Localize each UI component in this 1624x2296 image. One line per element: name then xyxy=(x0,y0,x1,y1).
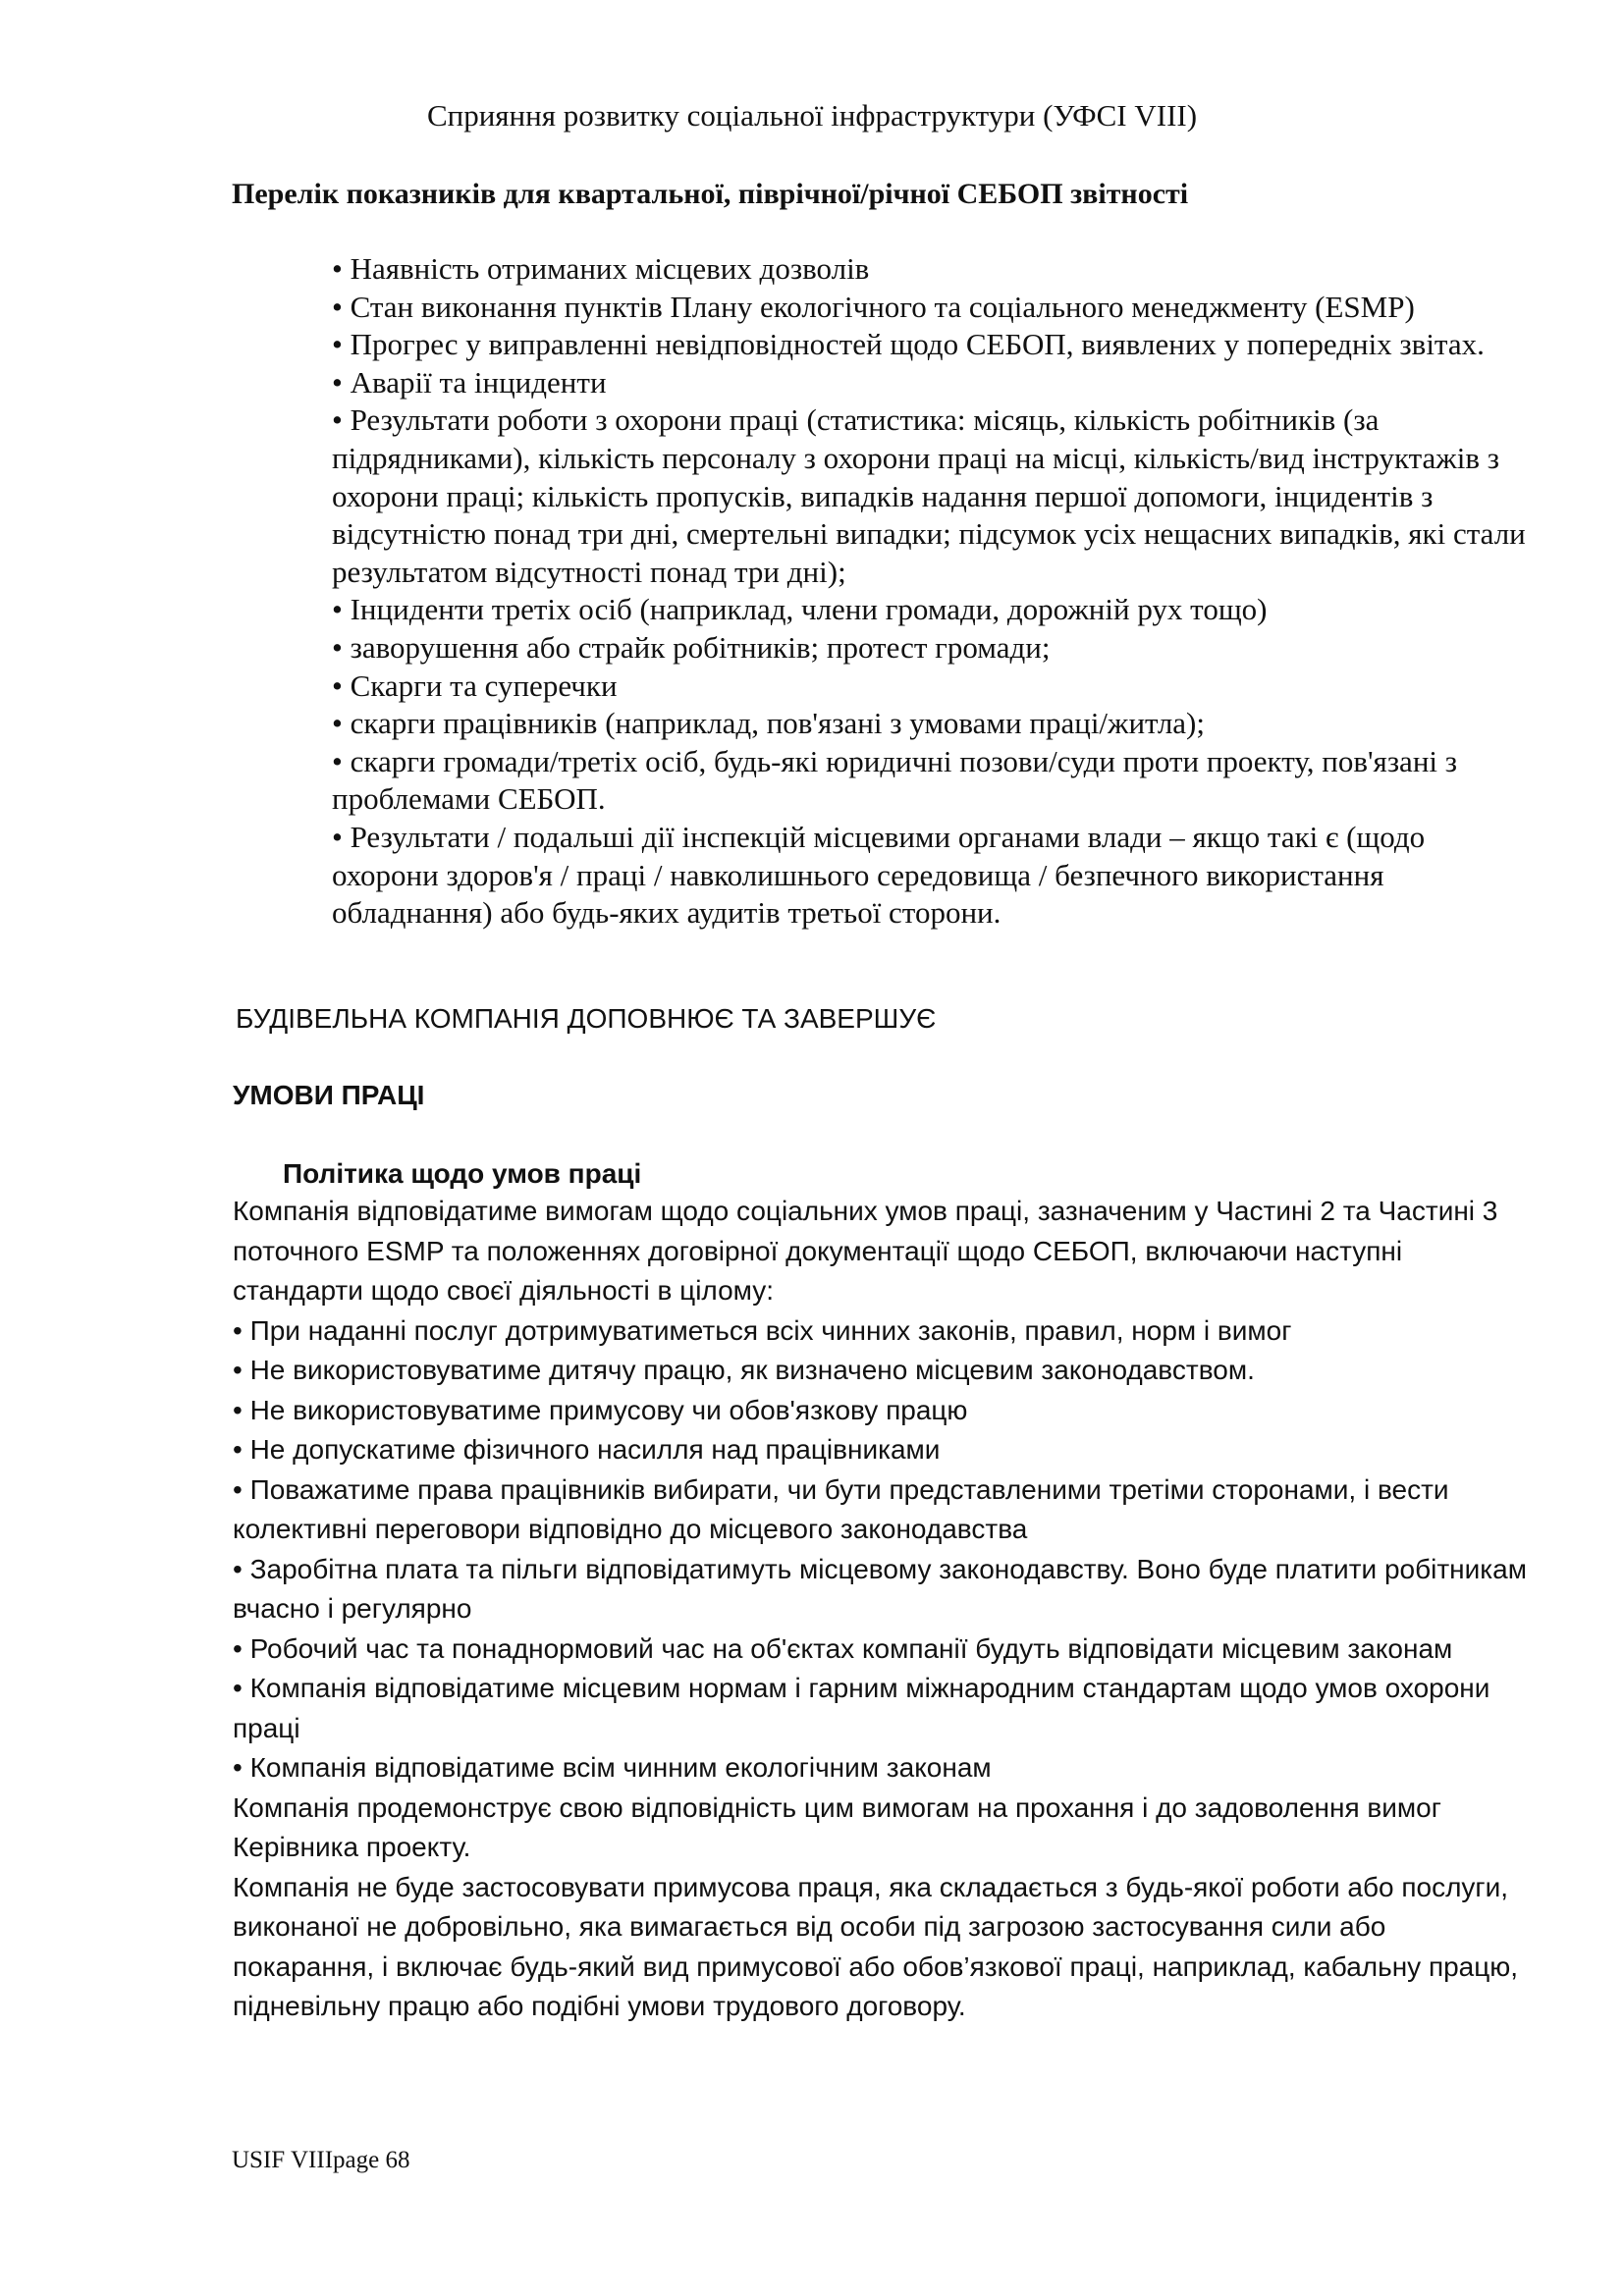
list-item: • Результати роботи з охорони праці (статистика: місяць, кількість робітників (за підрядниками), кількість персоналу з охорони праці на місці, кількість/вид інструктажів з охорони праці; кількість пропусків, випадків надання першої допомоги, інцидентів з відсутністю понад три дні, смертельні випадки; підсумок усіх нещасних випадків, які стали результатом відсутності понад три дні); xyxy=(332,402,1526,589)
list-item: • Поважатиме права працівників вибирати, чи бути представленими третіми сторонами, і вести колективні переговори відповідно до місцевого законодавства xyxy=(233,1473,1449,1544)
list-item: • При наданні послуг дотримуватиметься всіх чинних законів, правил, норм і вимог xyxy=(233,1314,1292,1346)
page-footer: USIF VIIIpage 68 xyxy=(232,2147,410,2173)
labor-policy-body xyxy=(233,1192,1529,2027)
list-item: • скарги громади/третіх осіб, будь-які юридичні позови/суди проти проекту, пов'язані з проблемами СЕБОП. xyxy=(332,743,1458,817)
page-header-title: Сприяння розвитку соціальної інфраструктури (УФСІ VIII) xyxy=(426,98,1198,133)
indicators-list xyxy=(332,250,1530,933)
indicators-heading: Перелік показників для квартальної, піврічної/річної СЕБОП звітності xyxy=(232,178,1189,210)
list-item: • Прогрес у виправленні невідповідностей щодо СЕБОП, виявлених у попередніх звітах. xyxy=(332,327,1485,362)
labor-policy-heading: Політика щодо умов праці xyxy=(283,1158,642,1189)
list-item: • заворушення або страйк робітників; протест громади; xyxy=(332,629,1051,665)
paragraph: Компанія відповідатиме вимогам щодо соціальних умов праці, зазначеним у Частині 2 та Частині 3 поточного ESMP та положеннях договірної документації щодо СЕБОП, включаючи наступні стандарти щодо своєї діяльності в цілому: xyxy=(233,1196,1498,1306)
list-item: • Результати / подальші дії інспекцій місцевими органами влади – якщо такі є (щодо охорони здоров'я / праці / навколишнього середовища / безпечного використання обладнання) або будь-яких аудитів третьої сторони. xyxy=(332,819,1426,931)
paragraph: Компанія не буде застосовувати примусова праця, яка складається з будь-якої роботи або послуги, виконаної не добровільно, яка вимагається від особи під загрозою застосування сили або покарання, і включає будь-який вид примусової або обов’язкової праці, наприклад, кабальну працю, підневільну працю або подібні умови трудового договору. xyxy=(233,1871,1519,2021)
list-item: • Інциденти третіх осіб (наприклад, члени громади, дорожній рух тощо) xyxy=(332,592,1268,627)
list-item: • Компанія відповідатиме місцевим нормам і гарним міжнародним стандартам щодо умов охорони праці xyxy=(233,1673,1490,1743)
list-item: • Не допускатиме фізичного насилля над працівниками xyxy=(233,1434,941,1465)
list-item: • Компанія відповідатиме всім чинним екологічним законам xyxy=(233,1752,992,1783)
labor-conditions-heading: УМОВИ ПРАЦІ xyxy=(233,1080,425,1110)
list-item: • скарги працівників (наприклад, пов'язані з умовами праці/житла); xyxy=(332,706,1205,741)
list-item: • Аварії та інциденти xyxy=(332,364,607,400)
list-item: • Заробітна плата та пільги відповідатимуть місцевому законодавству. Воно буде платити робітникам вчасно і регулярно xyxy=(233,1553,1527,1624)
builder-note: БУДІВЕЛЬНА КОМПАНІЯ ДОПОВНЮЄ ТА ЗАВЕРШУЄ xyxy=(236,1003,937,1034)
list-item: • Наявність отриманих місцевих дозволів xyxy=(332,251,870,286)
list-item: • Скарги та суперечки xyxy=(332,667,618,703)
list-item: • Не використовуватиме дитячу працю, як визначено місцевим законодавством. xyxy=(233,1355,1255,1385)
list-item: • Робочий час та понаднормовий час на об'єктах компанії будуть відповідати місцевим законам xyxy=(233,1632,1453,1664)
paragraph: Компанія продемонструє свою відповідність цим вимогам на прохання і до задоволення вимог Керівника проекту. xyxy=(233,1791,1441,1862)
list-item: • Стан виконання пунктів Плану екологічного та соціального менеджменту (ESMP) xyxy=(332,289,1415,324)
list-item: • Не використовуватиме примусову чи обов'язкову працю xyxy=(233,1394,968,1425)
